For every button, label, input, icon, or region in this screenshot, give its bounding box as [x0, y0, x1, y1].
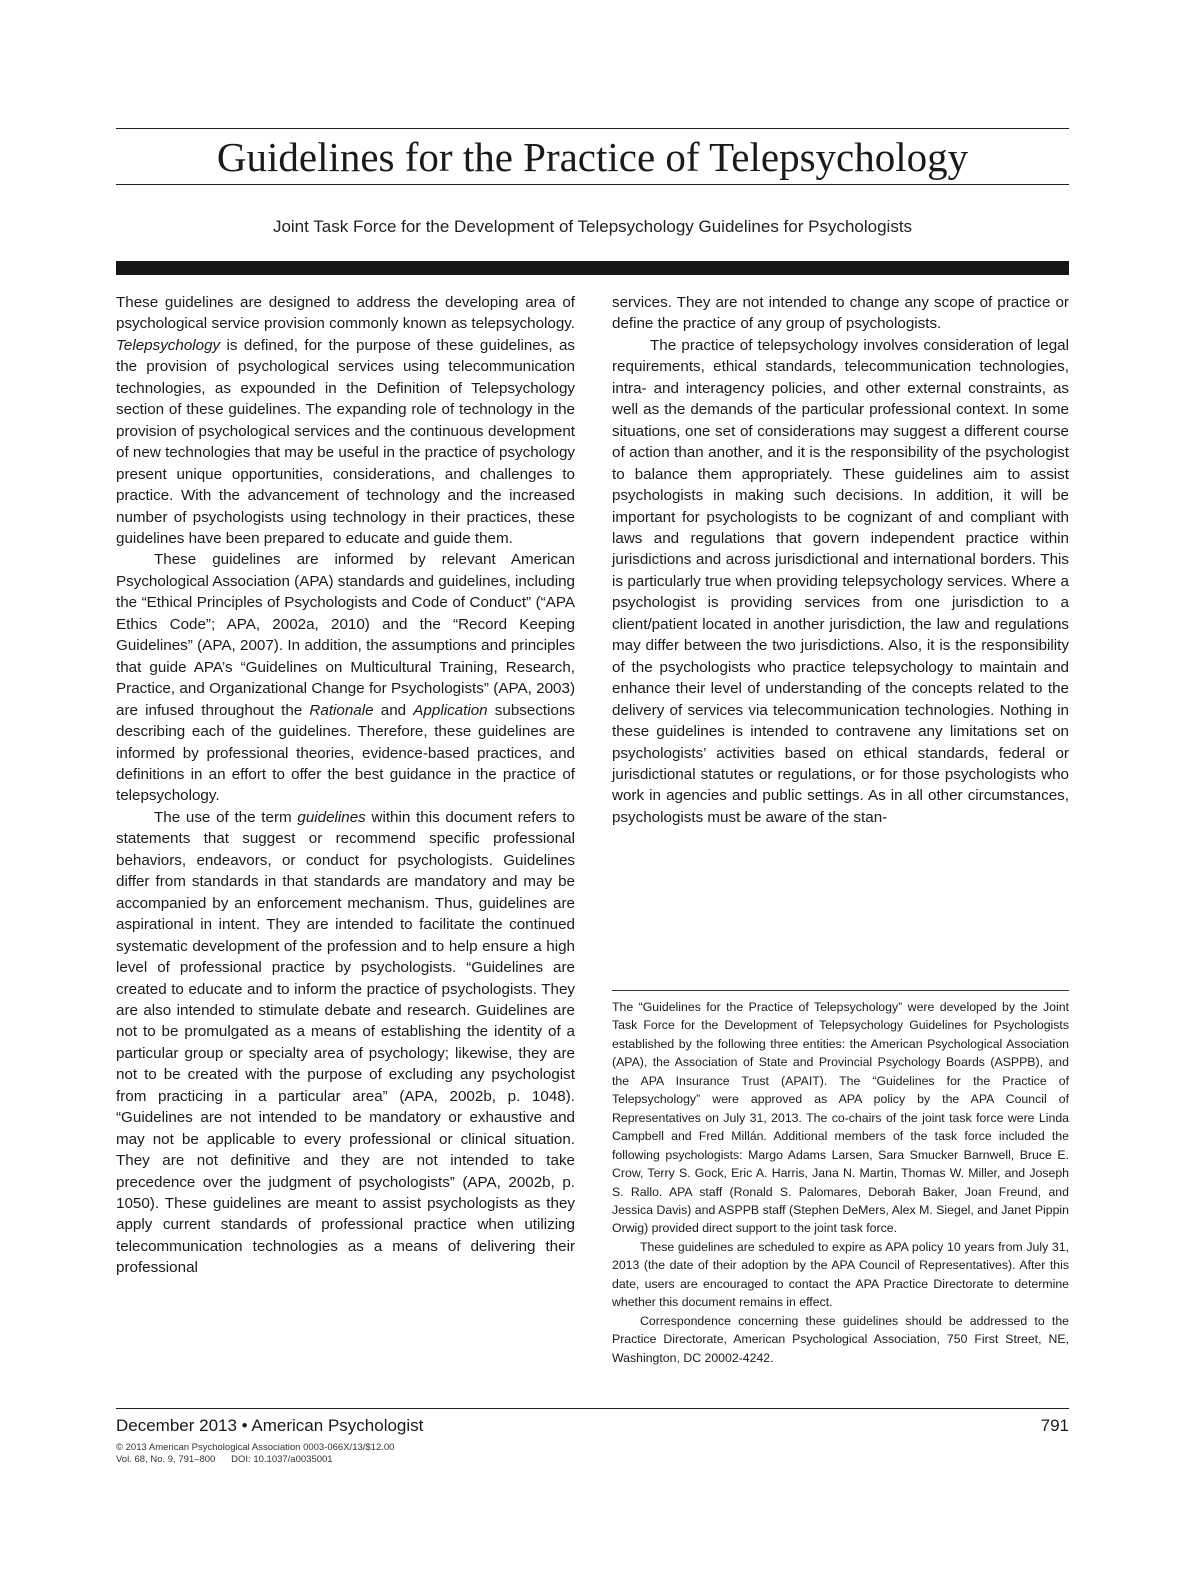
- volume-info: Vol. 68, No. 9, 791–800: [116, 1454, 216, 1465]
- term-rationale: Rationale: [309, 701, 374, 719]
- copyright-line: © 2013 American Psychological Association 0003-066X/13/$12.00: [116, 1442, 395, 1453]
- body-paragraph: These guidelines are informed by relevant American Psychological Association (APA) standards and guidelines, including the “Ethical Principles of Psychologists and Code of Conduct” (“APA Ethics Code”; APA, 2002a, 2010) and the “Record Keeping Guidelines” (APA, 2007). In addition, the assumptions and principles that guide APA’s “Guidelines on Multicultural Training, Research, Practice, and Organizational Change for Psychologists” (APA, 2003) are infused throughout the Rationale and Application subsections describing each of the guidelines. Therefore, these guidelines are informed by professional theories, evidence-based practices, and definitions in an effort to offer the best guidance in the practice of telepsychology.: [116, 551, 575, 805]
- title-bottom-rule: [116, 184, 1069, 185]
- term-telepsychology: Telepsychology: [116, 336, 221, 354]
- title-top-rule: [116, 128, 1069, 129]
- author-note: [612, 998, 1069, 1367]
- body-paragraph: The practice of telepsychology involves consideration of legal requirements, ethical standards, telecommunication technologies, intra- and interagency policies, and other external constraints, as well as the demands of the particular professional context. In some situations, one set of considerations may suggest a different course of action than another, and it is the responsibility of the psychologist to balance them appropriately. These guidelines aim to assist psychologists in making such decisions. In addition, it will be important for psychologists to be cognizant of and compliant with laws and regulations that govern independent practice within jurisdictions and across jurisdictional and international borders. This is particularly true when providing telepsychology services. Where a psychologist is providing services from one jurisdiction to a client/patient located in another jurisdiction, the law and regulations may differ between the two jurisdictions. Also, it is the responsibility of the psychologists who practice telepsychology to maintain and enhance their level of understanding of the concepts related to the delivery of services via telecommunication technologies. Nothing in these guidelines is intended to contravene any limitations set on psychologists’ activities based on ethical standards, federal or jurisdictional statutes or regulations, or for those psychologists who work in agencies and public settings. As in all other circumstances, psychologists must be aware of the stan-: [612, 336, 1069, 826]
- footnote-rule: [612, 990, 1069, 991]
- footnote-paragraph: Correspondence concerning these guidelines should be addressed to the Practice Directorate, American Psychological Association, 750 First Street, NE, Washington, DC 20002-4242.: [612, 1313, 1069, 1365]
- footer-rule: [116, 1408, 1069, 1409]
- article-title: Guidelines for the Practice of Telepsychology: [216, 134, 969, 180]
- footnote-paragraph: These guidelines are scheduled to expire as APA policy 10 years from July 31, 2013 (the date of their adoption by the APA Council of Representatives). After this date, users are encouraged to contact the APA Practice Directorate to determine whether this document remains in effect.: [612, 1239, 1069, 1310]
- footnote-paragraph: The “Guidelines for the Practice of Telepsychology” were developed by the Joint Task Force for the Development of Telepsychology Guidelines for Psychologists established by the following three entities: the American Psychological Association (APA), the Association of State and Provincial Psychology Boards (ASPPB), and the APA Insurance Trust (APAIT). The “Guidelines for the Practice of Telepsychology” were approved as APA policy by the APA Council of Representatives on July 31, 2013. The co-chairs of the joint task force were Linda Campbell and Fred Millán. Additional members of the task force included the following psychologists: Margo Adams Larsen, Sara Smucker Barnwell, Bruce E. Crow, Terry S. Gock, Eric A. Harris, Jana N. Martin, Thomas W. Miller, and Joseph S. Rallo. APA staff (Ronald S. Palomares, Deborah Baker, Joan Freund, and Jessica Davis) and ASPPB staff (Stephen DeMers, Alex M. Siegel, and Janet Pippin Orwig) provided direct support to the joint task force.: [612, 1000, 1069, 1236]
- header-bar: [116, 261, 1069, 275]
- doi: DOI: 10.1037/a0035001: [231, 1454, 333, 1465]
- right-column: [612, 292, 1069, 828]
- body-paragraph: The use of the term guidelines within this document refers to statements that suggest or recommend specific professional behaviors, endeavors, or conduct for psychologists. Guidelines differ from standards in that standards are mandatory and may be accompanied by an enforcement mechanism. Thus, guidelines are aspirational in intent. They are intended to facilitate the continued systematic development of the profession and to help ensure a high level of professional practice by psychologists. “Guidelines are created to educate and to inform the practice of psychologists. They are also intended to stimulate debate and research. Guidelines are not to be promulgated as a means of establishing the identity of a particular group or specialty area of psychology; likewise, they are not to be created with the purpose of excluding any psychologist from practicing in a particular area” (APA, 2002b, p. 1048). “Guidelines are not intended to be mandatory or exhaustive and may not be applicable to every professional or clinical situation. They are not definitive and they are not intended to take precedence over the judgment of psychologists” (APA, 2002b, p. 1050). These guidelines are meant to assist psychologists as they apply current standards of professional practice when utilizing telecommunication technologies as a means of delivering their professional: [116, 808, 575, 1277]
- body-paragraph: These guidelines are designed to address the developing area of psychological service provision commonly known as telepsychology. Telepsychology is defined, for the purpose of these guidelines, as the provision of psychological services using telecommunication technologies, as expounded in the Definition of Telepsychology section of these guidelines. The expanding role of technology in the provision of psychological services and the continuous development of new technologies that may be useful in the practice of psychology present unique opportunities, considerations, and challenges to practice. With the advancement of technology and the increased number of psychologists using technology in their practices, these guidelines have been prepared to educate and guide them.: [116, 294, 575, 547]
- term-guidelines: guidelines: [297, 808, 366, 826]
- article-authors: Joint Task Force for the Development of Telepsychology Guidelines for Psychologists: [272, 217, 913, 236]
- left-column: [116, 292, 575, 1279]
- term-application: Application: [413, 701, 488, 719]
- body-paragraph: services. They are not intended to change any scope of practice or define the practice of any group of psychologists.: [612, 294, 1069, 333]
- journal-issue: December 2013 • American Psychologist: [116, 1416, 424, 1435]
- page-number: 791: [1040, 1416, 1069, 1435]
- citation-line: [116, 1454, 333, 1465]
